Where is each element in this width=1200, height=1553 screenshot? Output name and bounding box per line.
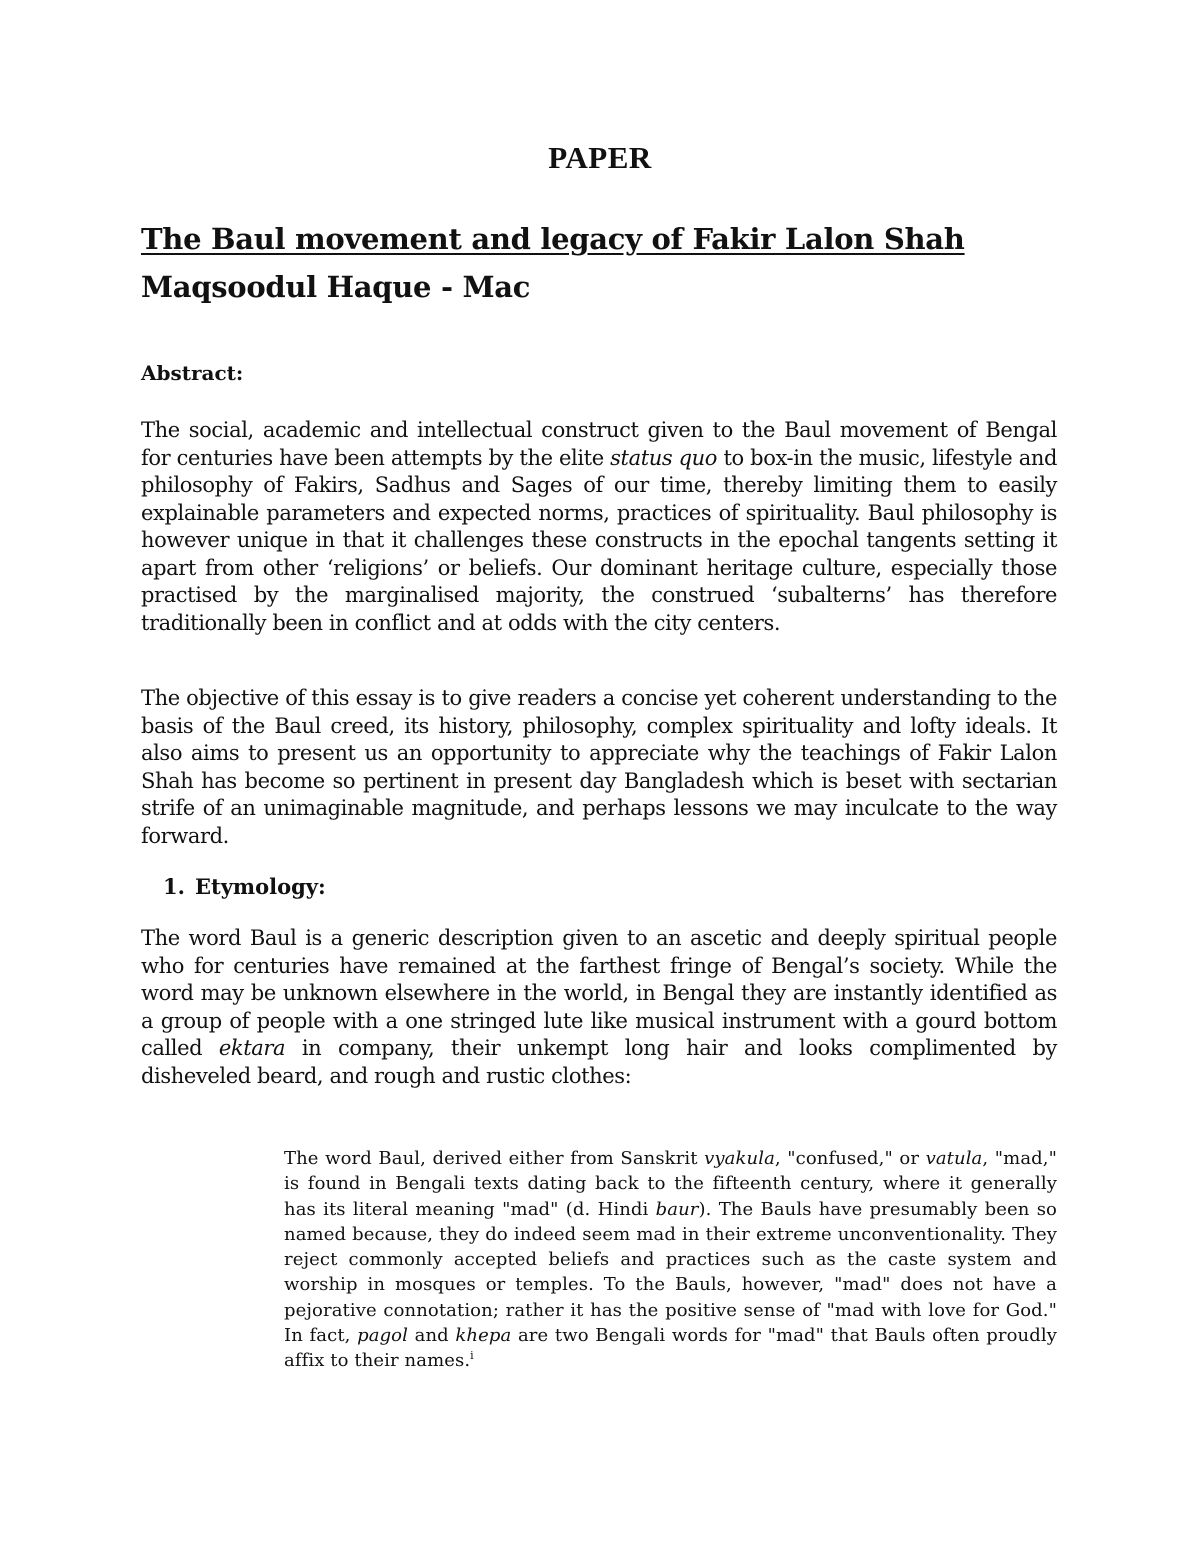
block-quote	[284, 1146, 1057, 1374]
quote-text-4: ). The Bauls have presumably been so named because, they do indeed seem mad in their extreme unconventionality. They reject commonly accepted beliefs and practices such as the caste system and worship in mosques or temples. To the Bauls, however, "mad" does not have a pejorative connotation; rather it has the positive sense of "mad with love for God." In fact,	[284, 1198, 1057, 1347]
quote-text-2: , "confused," or	[774, 1148, 926, 1169]
quote-italic-baur: baur	[655, 1198, 699, 1220]
quote-italic-vyakula: vyakula	[704, 1148, 775, 1169]
abstract-paragraph-2: The objective of this essay is to give readers a concise yet coherent understanding to the basis of the Baul creed, its history, philosophy, complex spirituality and lofty ideals. It also aims to present us an opportunity to appreciate why the teachings of Fakir Lalon Shah has become so pertinent in present day Bangladesh which is beset with sectarian strife of an unimaginable magnitude, and perhaps lessons we may inculcate to the way forward.	[141, 686, 1057, 848]
etymology-paragraph	[141, 925, 1057, 1090]
abstract-heading: Abstract:	[141, 361, 244, 385]
section-heading-etymology	[163, 874, 326, 899]
quote-text-6: are two Bengali words for "mad" that Bauls often proudly affix to their names.	[284, 1325, 1057, 1372]
document-type-label: PAPER	[548, 140, 652, 175]
quote-italic-vatula: vatula	[925, 1148, 983, 1169]
footnote-marker[interactable]: i	[470, 1349, 474, 1363]
quote-text-3: , "mad," is found in Bengali texts dating back to the fifteenth century, where it generally has its literal meaning "mad" (d. Hindi	[284, 1148, 1057, 1220]
quote-italic-pagol: pagol	[357, 1325, 408, 1347]
etymology-italic-ektara: ektara	[218, 1036, 286, 1060]
quote-text-5: and	[407, 1325, 456, 1347]
abstract-p1-text-b: to box-in the music, lifestyle and philosophy of Fakirs, Sadhus and Sages of our time, thereby limiting them to easily explainable parameters and expected norms, practices of spirituality. Baul philosophy is however unique in that it challenges these constructs in the epochal tangents setting it apart from other ‘religions’ or beliefs. Our dominant heritage culture, especially those practised by the marginalised majority, the construed ‘subalterns’ has therefore traditionally been in conflict and at odds with the city centers.	[141, 445, 1058, 635]
quote-italic-khepa: khepa	[455, 1325, 512, 1347]
paper-title: The Baul movement and legacy of Fakir Lalon Shah	[141, 222, 965, 256]
etymology-text-b: in company, their unkempt long hair and looks complimented by disheveled beard, and rough and rustic clothes:	[141, 1036, 1057, 1088]
abstract-p1-italic: status quo	[610, 445, 718, 470]
author-line: Maqsoodul Haque - Mac	[141, 270, 531, 304]
abstract-paragraph-1	[141, 417, 1057, 637]
quote-text-1: The word Baul, derived either from Sanskrit	[284, 1148, 705, 1169]
section-number: 1.	[163, 874, 185, 899]
abstract-p1-text-a: The social, academic and intellectual construct given to the Baul movement of Bengal for centuries have been attempts by the elite	[141, 418, 1057, 470]
etymology-text-a: The word Baul is a generic description given to an ascetic and deeply spiritual people who for centuries have remained at the farthest fringe of Bengal’s society. While the word may be unknown elsewhere in the world, in Bengal they are instantly identified as a group of people with a one stringed lute like musical instrument with a gourd bottom called	[141, 926, 1057, 1060]
section-title: Etymology:	[195, 874, 326, 899]
